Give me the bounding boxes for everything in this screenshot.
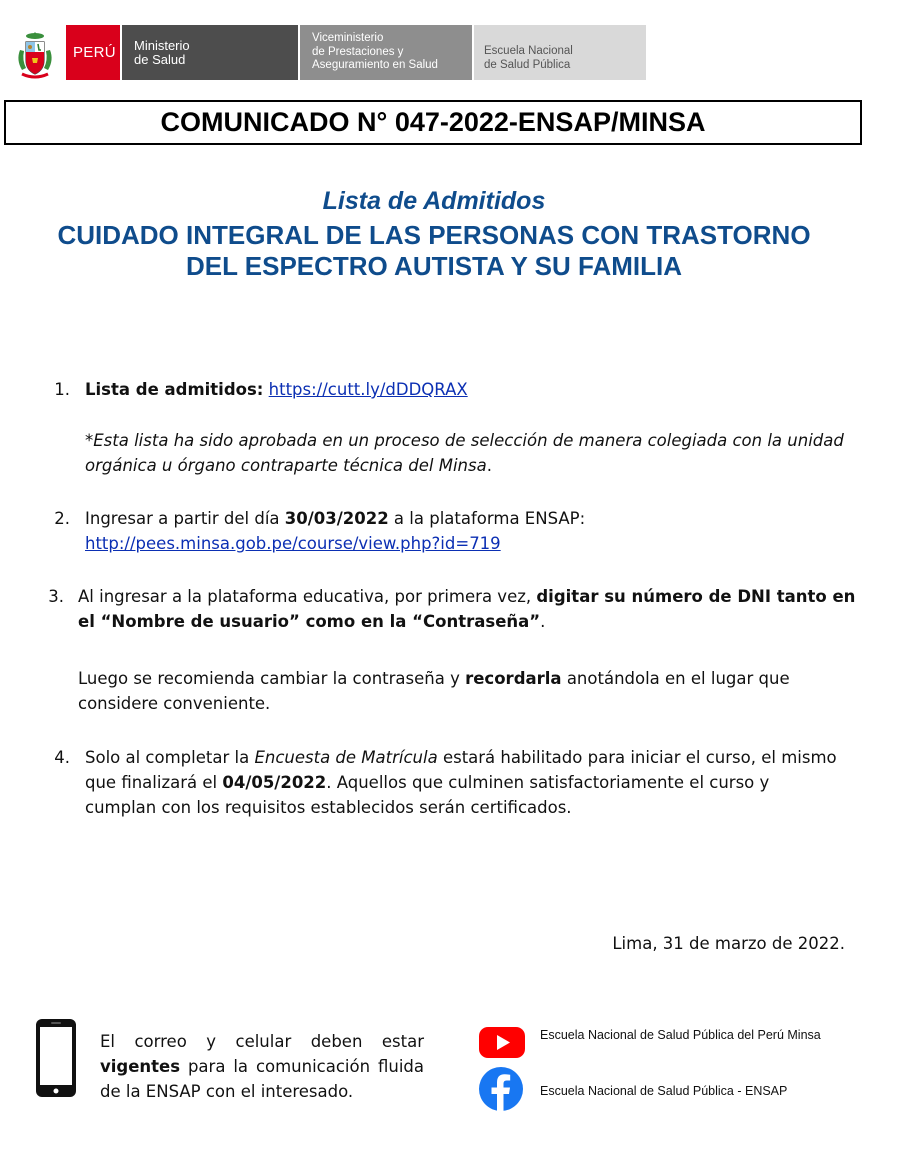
item-4-text-c: que finalizará el [85,773,223,792]
contact-note-line-1: El correo y celular deben estar [100,1032,424,1051]
escuela-block [474,25,646,80]
admitted-list-label: Lista de admitidos: [85,380,264,399]
viceministerio-block [300,25,472,80]
list-item-2 [85,506,585,556]
item-3-recommendation [78,666,790,716]
course-title-line-2: DEL ESPECTRO AUTISTA Y SU FAMILIA [186,251,682,281]
peru-label: PERÚ [73,44,116,61]
item-2-text-b: a la plataforma ENSAP: [388,509,586,528]
ministerio-line-2: de Salud [134,51,186,67]
list-subtitle: Lista de Admitidos [322,187,546,215]
recommendation-text-a: Luego se recomienda cambiar la contraseña y [78,669,466,688]
platform-link[interactable]: http://pees.minsa.gob.pe/course/view.php?id=719 [85,534,501,553]
ministerio-block [122,25,298,80]
item-number-4: 4. [54,748,70,767]
recommendation-text-c: considere conveniente. [78,694,271,713]
item-4-text-b: estará habilitado para iniciar el curso, el mismo [437,748,837,767]
item-2-text-a: Ingresar a partir del día [85,509,285,528]
smartphone-icon [34,1018,78,1098]
approval-note-end: . [486,456,492,475]
peru-coat-of-arms-icon [14,30,56,80]
admitted-list-link[interactable]: https://cutt.ly/dDDQRAX [268,380,468,399]
item-4-text-a: Solo al completar la [85,748,255,767]
facebook-icon[interactable] [478,1066,524,1112]
list-item-1 [85,377,468,402]
escuela-line-1: Escuela Nacional [484,45,573,57]
item-number-2: 2. [54,509,70,528]
viceministerio-line-1: Viceministerio [312,32,384,45]
youtube-icon[interactable] [478,1024,526,1060]
start-date: 30/03/2022 [284,509,389,528]
approval-note-line-1: *Esta lista ha sido aprobada en un proceso de selección de manera colegiada con la unidad [85,431,844,450]
item-number-3: 3. [48,587,64,606]
communique-title: COMUNICADO N° 047-2022-ENSAP/MINSA [4,100,862,145]
peru-logo-block [66,25,120,80]
item-3-text-a: Al ingresar a la plataforma educativa, por primera vez, [78,587,537,606]
contact-note-line-3: de la ENSAP con el interesado. [100,1082,354,1101]
item-number-1: 1. [54,380,70,399]
escuela-line-2: de Salud Pública [484,58,571,71]
ministerio-line-1: Ministerio [134,37,190,53]
contact-note-bold: vigentes [100,1057,181,1076]
item-3-end: . [540,612,546,631]
contact-note-line-2: para la comunicación fluida [180,1057,424,1076]
approval-note-line-2: orgánica u órgano contraparte técnica del Minsa [85,456,487,475]
item-3-bold-1: digitar su número de DNI tanto en [536,587,856,606]
place-date: Lima, 31 de marzo de 2022. [612,934,845,953]
recommendation-text-b: anotándola en el lugar que [561,669,790,688]
list-item-4 [85,745,837,820]
course-title [0,220,868,282]
enrollment-survey: Encuesta de Matrícula [254,748,438,767]
viceministerio-line-3: Aseguramiento en Salud [312,59,438,72]
end-date: 04/05/2022 [222,773,327,792]
contact-note [100,1029,424,1104]
approval-note [85,428,875,478]
recommendation-bold: recordarla [465,669,562,688]
list-item-3 [78,584,855,634]
youtube-channel-label[interactable]: Escuela Nacional de Salud Pública del Perú Minsa [540,1028,821,1042]
item-4-text-d: . Aquellos que culminen satisfactoriamente el curso y [326,773,770,792]
item-4-text-e: cumplan con los requisitos establecidos serán certificados. [85,798,572,817]
viceministerio-line-2: de Prestaciones y [312,45,404,58]
item-3-bold-2: el “Nombre de usuario” como en la “Contraseña” [78,612,541,631]
course-title-line-1: CUIDADO INTEGRAL DE LAS PERSONAS CON TRASTORNO [57,220,811,250]
facebook-page-label[interactable]: Escuela Nacional de Salud Pública - ENSAP [540,1084,788,1098]
